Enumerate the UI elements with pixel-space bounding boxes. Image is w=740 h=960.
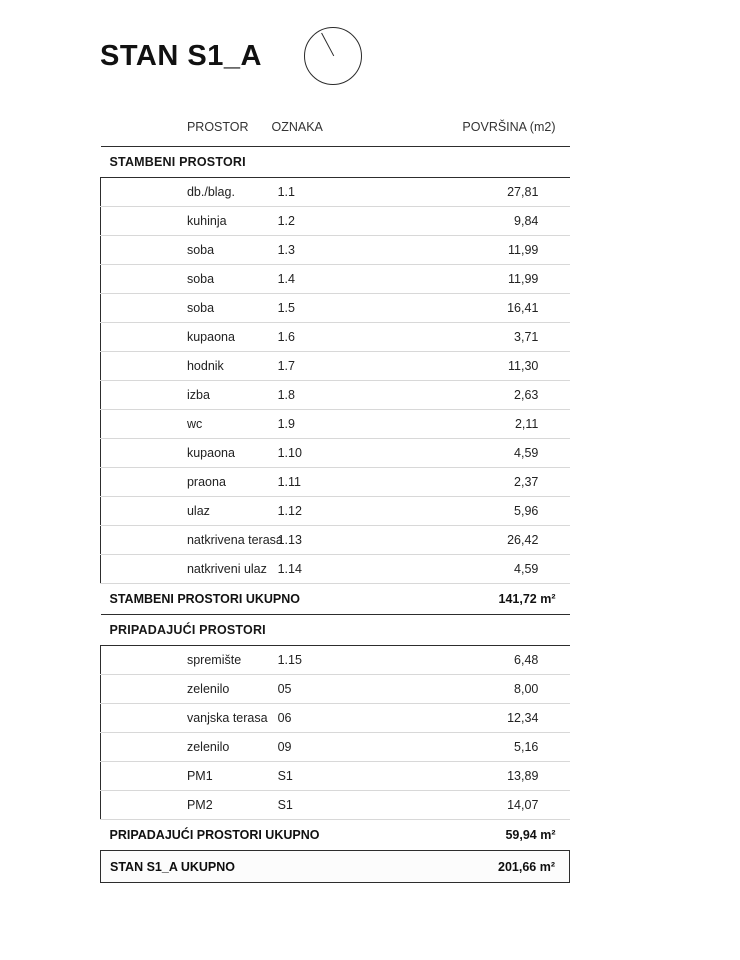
row-tail (552, 646, 569, 675)
table-row (101, 733, 570, 762)
cell-code: 1.4 (107, 265, 187, 294)
cell-code: 1.1 (107, 178, 187, 207)
cell-code: 1.10 (107, 439, 187, 468)
column-header-name: PROSTOR (186, 120, 249, 134)
cell-code: 1.15 (107, 646, 187, 675)
cell-code: 1.11 (107, 468, 187, 497)
cell-name: kupaona (187, 439, 406, 468)
cell-area: 11,99 (406, 265, 552, 294)
table-row (101, 497, 570, 526)
cell-area: 3,71 (406, 323, 552, 352)
cell-area: 11,99 (406, 236, 552, 265)
table-row (101, 265, 570, 294)
table-row (101, 410, 570, 439)
cell-name: PM2 (187, 791, 406, 820)
grand-total-value: 201,66 m² (406, 851, 569, 883)
table-row (101, 352, 570, 381)
cell-code: 1.5 (107, 294, 187, 323)
total-label: PRIPADAJUĆI PROSTORI UKUPNO (101, 820, 407, 851)
cell-name: vanjska terasa (187, 704, 406, 733)
cell-area: 4,59 (406, 439, 552, 468)
cell-code: 05 (107, 675, 187, 704)
cell-area: 4,59 (406, 555, 552, 584)
cell-code: 06 (107, 704, 187, 733)
row-tail (552, 352, 569, 381)
cell-area: 13,89 (406, 762, 552, 791)
row-tail (552, 381, 569, 410)
cell-area: 2,63 (406, 381, 552, 410)
row-tail (552, 675, 569, 704)
table-total-row (101, 820, 570, 851)
cell-name: PM1 (187, 762, 406, 791)
cell-name: natkrivena terasa (187, 526, 406, 555)
table-row (101, 207, 570, 236)
row-tail (552, 733, 569, 762)
page-title: STAN S1_A (100, 39, 262, 72)
table-total-row (101, 584, 570, 615)
cell-name: db./blag. (187, 178, 406, 207)
north-arrow-icon (304, 27, 362, 85)
cell-name: praona (187, 468, 406, 497)
row-tail (552, 704, 569, 733)
table-section-header (101, 615, 570, 646)
cell-name: zelenilo (187, 733, 406, 762)
table-header-row (101, 112, 570, 147)
table-row (101, 555, 570, 584)
total-label: STAMBENI PROSTORI UKUPNO (101, 584, 407, 615)
cell-name: soba (187, 265, 406, 294)
cell-name: soba (187, 294, 406, 323)
cell-name: kupaona (187, 323, 406, 352)
cell-area: 5,96 (406, 497, 552, 526)
cell-name: zelenilo (187, 675, 406, 704)
cell-area: 14,07 (406, 791, 552, 820)
cell-name: wc (187, 410, 406, 439)
cell-area: 27,81 (406, 178, 552, 207)
grand-total-label: STAN S1_A UKUPNO (101, 851, 407, 883)
cell-area: 2,11 (406, 410, 552, 439)
row-tail (552, 468, 569, 497)
table-row (101, 294, 570, 323)
cell-name: soba (187, 236, 406, 265)
row-tail (552, 526, 569, 555)
cell-area: 2,37 (406, 468, 552, 497)
row-tail (552, 294, 569, 323)
cell-code: 1.14 (107, 555, 187, 584)
table-row (101, 704, 570, 733)
table-grand-total-row (101, 851, 570, 883)
cell-area: 12,34 (406, 704, 552, 733)
total-value: 141,72 m² (406, 584, 569, 615)
cell-code: S1 (107, 762, 187, 791)
cell-name: natkriveni ulaz (187, 555, 406, 584)
cell-area: 8,00 (406, 675, 552, 704)
table-row (101, 762, 570, 791)
cell-code: 09 (107, 733, 187, 762)
row-tail (552, 178, 569, 207)
cell-code: 1.7 (107, 352, 187, 381)
section-label: PRIPADAJUĆI PROSTORI (101, 615, 570, 646)
column-header-code: OZNAKA (271, 120, 323, 134)
column-header-area: POVRŠINA (m2) (462, 120, 556, 134)
table-row (101, 323, 570, 352)
table-row (101, 381, 570, 410)
cell-code: 1.2 (107, 207, 187, 236)
cell-name: hodnik (187, 352, 406, 381)
section-label: STAMBENI PROSTORI (101, 147, 570, 178)
cell-area: 5,16 (406, 733, 552, 762)
cell-name: ulaz (187, 497, 406, 526)
north-arrow-needle (321, 33, 334, 57)
total-value: 59,94 m² (406, 820, 569, 851)
apartment-spec-table (100, 112, 570, 883)
row-tail (552, 439, 569, 468)
row-tail (552, 497, 569, 526)
row-tail (552, 410, 569, 439)
row-tail (552, 265, 569, 294)
apartment-spec-table-wrapper (100, 112, 570, 883)
cell-area: 26,42 (406, 526, 552, 555)
table-section-header (101, 147, 570, 178)
table-row (101, 675, 570, 704)
table-row (101, 439, 570, 468)
cell-name: kuhinja (187, 207, 406, 236)
cell-area: 6,48 (406, 646, 552, 675)
table-row (101, 791, 570, 820)
row-tail (552, 236, 569, 265)
table-row (101, 526, 570, 555)
row-tail (552, 323, 569, 352)
cell-area: 16,41 (406, 294, 552, 323)
title-row (100, 28, 362, 84)
cell-area: 9,84 (406, 207, 552, 236)
cell-name: spremište (187, 646, 406, 675)
cell-area: 11,30 (406, 352, 552, 381)
row-tail (552, 207, 569, 236)
table-row (101, 646, 570, 675)
cell-code: 1.3 (107, 236, 187, 265)
table-row (101, 178, 570, 207)
cell-code: 1.9 (107, 410, 187, 439)
cell-code: 1.8 (107, 381, 187, 410)
cell-code: 1.12 (107, 497, 187, 526)
table-row (101, 236, 570, 265)
cell-code: S1 (107, 791, 187, 820)
cell-name: izba (187, 381, 406, 410)
cell-code: 1.6 (107, 323, 187, 352)
row-tail (552, 555, 569, 584)
table-row (101, 468, 570, 497)
row-tail (552, 791, 569, 820)
cell-code: 1.13 (107, 526, 187, 555)
row-tail (552, 762, 569, 791)
